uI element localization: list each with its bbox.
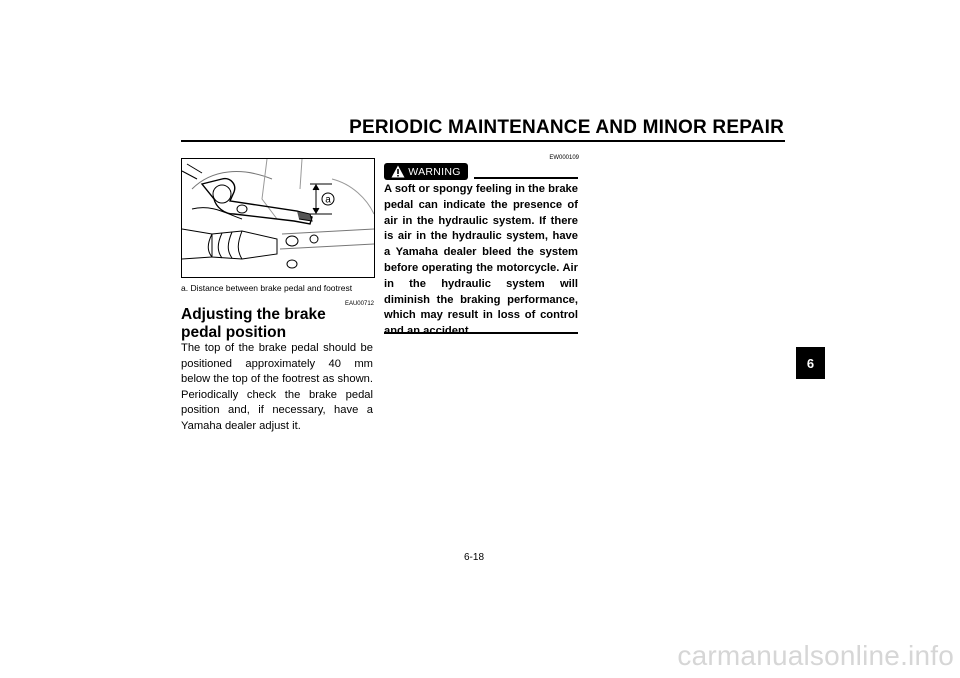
page-header-title: PERIODIC MAINTENANCE AND MINOR REPAIR	[349, 117, 784, 138]
section-body-text: The top of the brake pedal should be positioned approximately 40 mm below the top of the footrest as shown. Periodically check the brake pedal position and, if necessary, have a Yamaha dealer adjust it.	[181, 342, 373, 432]
figure-caption: a. Distance between brake pedal and footrest	[181, 283, 353, 293]
page-number: 6-18	[464, 552, 485, 563]
section-reference-code: EAU00712	[344, 301, 374, 307]
figure-callout-label: a	[325, 194, 331, 206]
brake-pedal-illustration	[181, 158, 375, 278]
section-heading: Adjusting the brake pedal position	[181, 306, 326, 341]
warning-top-divider	[474, 177, 578, 179]
warning-label: WARNING	[408, 165, 461, 178]
warning-triangle-icon	[391, 165, 405, 178]
chapter-tab: 6	[796, 347, 825, 379]
warning-bottom-divider	[384, 332, 578, 334]
warning-text: A soft or spongy feeling in the brake pedal can indicate the presence of air in the hydraulic system. If there is air in the hydraulic system, have a Yamaha dealer bleed the system before operating the motorcycle. Air in the hydraulic system will diminish the braking performance, which may result in loss of control and an accident.	[384, 183, 578, 338]
warning-reference-code: EW000109	[549, 155, 579, 161]
watermark: carmanualsonline.info	[677, 640, 954, 671]
warning-badge	[384, 163, 468, 180]
header-divider	[181, 140, 785, 142]
